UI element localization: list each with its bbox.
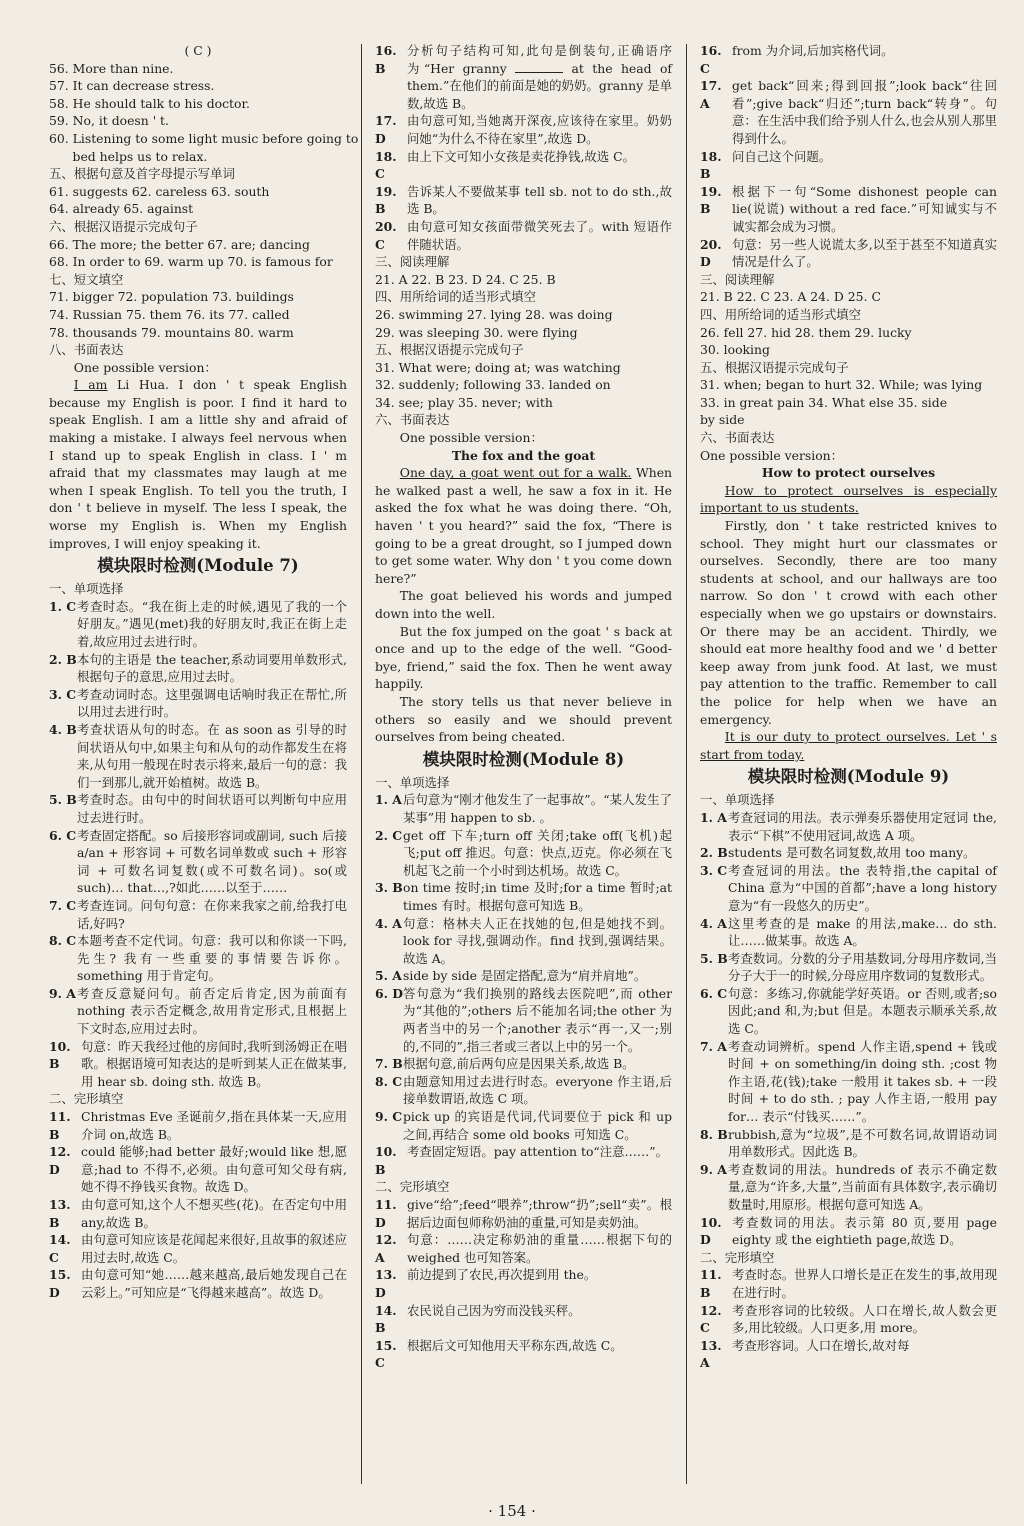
question-item: 10. B 考查固定短语。pay attention to“注意……”。: [375, 1144, 669, 1177]
answer-line: 64. already 65. against: [49, 201, 194, 217]
essay-paragraph: Firstly, don ' t take restricted knives to school. They might hurt our classmates or ourselves. Secondly, there are too many students at school, and our hallways are too narrow. So don ' t crowd with each other especially when we go upstairs or downstairs. Or there may be an accident. Thirdly, we should eat more healthy food and we ' d better keep away from junk food. At last, we must pay attention to the traffic. Remember to call the police for help when we have an emergency.: [700, 518, 997, 727]
question-item: 18. C 由上下文可知小女孩是卖花挣钱,故选 C。: [375, 148, 635, 182]
answer-line: 31. What were; doing at; was watching: [375, 359, 621, 375]
question-item: 11. D give“给”;feed“喂养”;throw“扔”;sell“卖”。根据后边面包师称奶油的重量,可知是卖奶油。: [375, 1197, 672, 1230]
question-item: 13. A 考查形容词。人口在增长,故对每: [700, 1337, 910, 1371]
question-item: 2. B students 是可数名词复数,故用 too many。: [700, 845, 976, 861]
essay-paragraph: I am Li Hua. I don ' t speak English because my English is poor. I find it hard to speak English. I am a little shy and afraid of making a mistake. I always feel nervous when I stand up to speak English in class. I ' m afraid that my classmates may laugh at me when I speak English. To tell you the truth, I don ' t believe in myself. The less I speak, the worse my English is. When my English improves, I will enjoy speaking it.: [49, 377, 347, 551]
section-heading: 三、阅读理解: [700, 271, 775, 287]
answer-line: 21. A 22. B 23. D 24. C 25. B: [375, 271, 556, 287]
question-item: 8. B rubbish,意为“垃圾”,是不可数名词,故谓语动词用单数形式。因此选 B。: [700, 1126, 997, 1160]
question-item: 6. C 考查固定搭配。so 后接形容词或副词, such 后接 a/an + 形容词 + 可数名词单数或 such + 形容词 + 可数名词复数(或不可数名词)。so(或 such)… that…,?如此……以至于……: [49, 827, 347, 896]
answer-line: 60. Listening to some light music before going to: [49, 130, 359, 146]
question-item: 15. D 由句意可知“她……越来越高,最后她发现自己在云彩上。”可知应是“飞得越来越高”。故选 D。: [49, 1267, 347, 1300]
question-item: 19. B 根据下一句“Some dishonest people can lie(说谎) without a red face.”可知诚实与不诚实都会成为习惯。: [700, 183, 997, 234]
section-heading: 二、完形填空: [700, 1249, 775, 1265]
answer-line: 21. B 22. C 23. A 24. D 25. C: [700, 289, 881, 305]
question-item: 12. D could 能够;had better 最好;would like 想,愿意;had to 不得不,必须。由句意可知父母有病,她不得不挣钱买食物。故选 D。: [49, 1144, 347, 1195]
question-item: 1. A 考查冠词的用法。表示弹奏乐器使用定冠词 the,表示“下棋”不使用冠词,故选 A 项。: [700, 809, 997, 843]
essay-title: The fox and the goat: [451, 447, 596, 463]
question-item: 9. A 考查反意疑问句。前否定后肯定,因为前面有 nothing 表示否定概念,故用肯定形式,且根据上下文时态,应用过去时。: [49, 985, 347, 1037]
question-item: 11. B Christmas Eve 圣诞前夕,指在具体某一天,应用介词 on,故选 B。: [49, 1109, 347, 1142]
answer-line: 34. see; play 35. never; with: [375, 394, 553, 410]
question-item: 6. C 句意：多练习,你就能学好英语。or 否则,或者;so 因此;and 和,为;but 但是。本题表示顺承关系,故选 C。: [700, 985, 997, 1037]
question-item: 12. C 考查形容词的比较级。人口在增长,故人数会更多,用比较级。人口更多,用 more。: [700, 1302, 997, 1336]
question-item: 16. B 分析句子结构可知,此句是倒装句,正确语序为“Her granny at the head of them.”在他们的前面是她的奶奶。granny 是单数,故选 B。: [375, 43, 672, 111]
column-right: [700, 42, 997, 1372]
question-item: 2. B 本句的主语是 the teacher,系动词要用单数形式,根据句子的意思,应用过去时。: [49, 651, 347, 685]
question-item: 1. C 考查时态。“我在街上走的时候,遇见了我的一个好朋友。”遇见(met)我的好朋友时,我正在街上走着,故应用过去进行时。: [49, 598, 347, 649]
module-title: 模块限时检测(Module 9): [747, 767, 950, 787]
question-item: 6. D 答句意为“我们换别的路线去医院吧”,而 other 为“其他的”;others 后不能加名词;the other 为两者当中的另一个;another 表示“再一,又一;别的,不同的”,指三者或三者以上中的另一个。: [375, 985, 672, 1054]
section-heading: 五、根据句意及首字母提示写单词: [49, 166, 235, 182]
question-item: 5. B 考查时态。由句中的时间状语可以判断句中应用过去进行时。: [49, 792, 347, 825]
essay-title: How to protect ourselves: [761, 465, 936, 481]
question-item: 11. B 考查时态。世界人口增长是正在发生的事,故用现在进行时。: [700, 1267, 997, 1300]
question-item: 8. C 由题意知用过去进行时态。everyone 作主语,后接单数谓语,故选 C 项。: [375, 1073, 672, 1107]
question-item: 10. D 考查数词的用法。表示第 80 页,要用 page eighty 或 the eightieth page,故选 D。: [700, 1214, 997, 1248]
question-item: 4. A 这里考查的是 make 的用法,make… do sth. 让……做某事。故选 A。: [700, 915, 997, 949]
module-title: 模块限时检测(Module 7): [97, 556, 299, 576]
question-item: 4. A 句意：格林夫人正在找她的包,但是她找不到。look for 寻找,强调动作。find 找到,强调结果。故选 A。: [375, 915, 672, 966]
answer-line: 33. in great pain 34. What else 35. side: [700, 394, 948, 410]
page-number: · 154 ·: [488, 1502, 536, 1520]
answer-line: 61. suggests 62. careless 63. south: [49, 183, 270, 199]
answer-line: 29. was sleeping 30. were flying: [375, 324, 578, 340]
column-left: [49, 42, 359, 1302]
section-heading: 八、书面表达: [49, 342, 124, 358]
answer-line: 31. when; began to hurt 32. While; was lying: [700, 377, 983, 393]
question-item: 3. C 考查冠词的用法。the 表特指,the capital of China 意为“中国的首都”;have a long history 意为“有一段悠久的历史”。: [700, 862, 997, 913]
essay-paragraph: One day, a goat went out for a walk. When he walked past a well, he saw a fox in it. He asked the fox what he was doing there. “Oh, haven ' t you heard?” said the fox, “There is going to be a great drought, so I jumped down to get some water. Why don ' t you come down here?”: [375, 465, 673, 586]
essay-underline: It is our duty to protect ourselves. Let ' s start from today.: [700, 729, 997, 762]
question-item: 14. B 农民说自己因为穷而没钱买秤。: [375, 1302, 581, 1336]
question-item: 12. A 句意：……决定称奶油的重量……根据下句的 weighed 也可知答案。: [375, 1232, 672, 1265]
answer-line: by side: [700, 412, 745, 428]
essay-underline: How to protect ourselves is especially important to us students.: [700, 482, 997, 516]
section-heading: 七、短文填空: [49, 271, 124, 287]
answer-line: 59. No, it doesn ' t.: [49, 113, 169, 129]
column-divider: [361, 44, 362, 1484]
column-divider: [686, 44, 687, 1484]
section-heading: 五、根据汉语提示完成句子: [700, 359, 849, 375]
section-label: ( C ): [184, 43, 212, 58]
section-heading: 六、根据汉语提示完成句子: [49, 218, 198, 234]
section-heading: 四、用所给词的适当形式填空: [375, 289, 537, 305]
question-item: 7. B 根据句意,前后两句应是因果关系,故选 B。: [375, 1056, 635, 1072]
essay-intro: One possible version：: [700, 447, 844, 463]
answer-line: 58. He should talk to his doctor.: [49, 95, 250, 111]
question-item: 17. D 由句意可知,当她离开深夜,应该待在家里。奶奶问她“为什么不待在家里”,故选 D。: [375, 113, 672, 146]
essay-paragraph: The goat believed his words and jumped down into the well.: [375, 588, 672, 621]
essay-paragraph: But the fox jumped on the goat ' s back at once and up to the edge of the well. “Good-bye, friend,” said the fox. Then he went away happily.: [375, 623, 672, 692]
essay-paragraph: The story tells us that never believe in others so easily and we should prevent ourselves from being cheated.: [375, 693, 672, 745]
question-item: 18. B 问自己这个问题。: [700, 148, 832, 182]
essay-intro: One possible version：: [73, 359, 217, 375]
question-item: 15. C 根据后文可知他用天平称东西,故选 C。: [375, 1337, 623, 1371]
answer-line: 30. looking: [700, 342, 770, 358]
question-item: 9. A 考查数词的用法。hundreds of 表示不确定数量,意为“许多,大量”,当前面有具体数字,表示确切数量时,用原形。根据句意可知选 A。: [700, 1161, 997, 1212]
answer-line: 26. fell 27. hid 28. them 29. lucky: [700, 324, 912, 340]
question-item: 3. C 考查动词时态。这里强调电话响时我正在帮忙,所以用过去进行时。: [49, 686, 347, 720]
question-item: 1. A 后句意为“刚才他发生了一起事故”。“某人发生了某事”用 happen to sb. 。: [375, 792, 672, 825]
section-heading: 一、单项选择: [700, 792, 775, 808]
section-heading: 四、用所给词的适当形式填空: [700, 306, 862, 322]
answer-line: 66. The more; the better 67. are; dancing: [49, 236, 310, 252]
answer-line: 68. In order to 69. warm up 70. is famous for: [49, 254, 333, 270]
question-item: 7. C 考查连词。问句句意：在你来我家之前,给我打电话,好吗?: [49, 897, 347, 931]
question-item: 20. D 句意：另一些人说谎太多,以至于甚至不知道真实情况是什么了。: [700, 236, 997, 270]
blank-line: [515, 72, 563, 73]
question-item: 14. C 由句意可知应该是花闻起来很好,且故事的叙述应用过去时,故选 C。: [49, 1232, 347, 1265]
answer-line: 26. swimming 27. lying 28. was doing: [375, 306, 613, 322]
question-item: 7. A 考查动词辨析。spend 人作主语,spend + 钱或时间 + on something/in doing sth. ;cost 物作主语,花(钱);take 一般用 it takes sb. + 一段时间 + to do sth. ; pay 人作主语,一般用 pay for… 表示“付钱买……”。: [700, 1038, 997, 1125]
section-heading: 三、阅读理解: [375, 254, 450, 270]
question-item: 3. B on time 按时;in time 及时;for a time 暂时;at times 有时。根据句意可知选 B。: [375, 880, 672, 913]
answer-line: 56. More than nine.: [49, 60, 174, 76]
essay-paragraph: [700, 728, 997, 763]
question-item: 2. C get off 下车;turn off 关闭;take off(飞机)起飞;put off 推迟。句意：快点,迈克。你必须在飞机起飞之前一个小时到达机场。故选 C。: [375, 827, 672, 878]
answer-line: 71. bigger 72. population 73. buildings: [49, 289, 294, 305]
answer-line: 57. It can decrease stress.: [49, 78, 215, 94]
question-item: 19. B 告诉某人不要做某事 tell sb. not to do sth.,故选 B。: [375, 183, 672, 217]
question-item: 8. C 本题考查不定代词。句意：我可以和你谈一下吗,先生? 我有一些重要的事情要告诉你。something 用于肯定句。: [49, 933, 347, 984]
column-middle: [375, 42, 672, 1372]
section-heading: 五、根据汉语提示完成句子: [375, 342, 524, 358]
essay-paragraph: [700, 482, 997, 517]
section-heading: 一、单项选择: [49, 581, 124, 597]
section-heading: 一、单项选择: [375, 774, 450, 790]
question-item: 5. B 考查数词。分数的分子用基数词,分母用序数词,当分子大于一的时候,分母应用序数词的复数形式。: [700, 950, 997, 984]
essay-intro: One possible version：: [399, 430, 543, 446]
answer-line: 78. thousands 79. mountains 80. warm: [49, 324, 294, 340]
module-title: 模块限时检测(Module 8): [422, 749, 625, 769]
section-heading: 六、书面表达: [700, 430, 775, 446]
question-item: 13. B 由句意可知,这个人不想买些(花)。在否定句中用 any,故选 B。: [49, 1197, 347, 1230]
question-item: 17. A get back“回来;得到回报”;look back“往回看”;give back“归还”;turn back“转身”。句意：在生活中我们给予别人什么,也会从别人那里得到什么。: [700, 78, 997, 146]
section-heading: 六、书面表达: [375, 412, 450, 428]
essay-underline: I am: [73, 377, 108, 393]
answer-line: 74. Russian 75. them 76. its 77. called: [49, 306, 290, 322]
question-item: 4. B 考查状语从句的时态。在 as soon as 引导的时间状语从句中,如果主句和从句的动作都发生在将来,从句用一般现在时表示将来,最后一句的意：我们一到那儿,就开始植树。故选 B。: [49, 721, 347, 790]
section-heading: 二、完形填空: [49, 1091, 124, 1107]
question-item: 13. D 前边提到了农民,再次提到用 the。: [375, 1267, 597, 1300]
answer-line: bed helps us to relax.: [72, 148, 208, 164]
question-item: 16. C from 为介词,后加宾格代词。: [700, 43, 894, 76]
question-item: 5. A side by side 是固定搭配,意为“肩并肩地”。: [375, 968, 647, 984]
question-item: 20. C 由句意可知女孩面带微笑死去了。with 短语作伴随状语。: [375, 218, 672, 252]
answer-line: 32. suddenly; following 33. landed on: [375, 377, 611, 393]
question-item: 9. C pick up 的宾语是代词,代词要位于 pick 和 up 之间,再结合 some old books 可知选 C。: [375, 1109, 672, 1142]
section-heading: 二、完形填空: [375, 1179, 450, 1195]
essay-underline: One day, a goat went out for a walk.: [399, 465, 632, 481]
question-item: 10. B 句意：昨天我经过他的房间时,我听到汤姆正在唱歌。根据语境可知表达的是听到某人正在做某事,用 hear sb. doing sth. 故选 B。: [49, 1038, 347, 1089]
